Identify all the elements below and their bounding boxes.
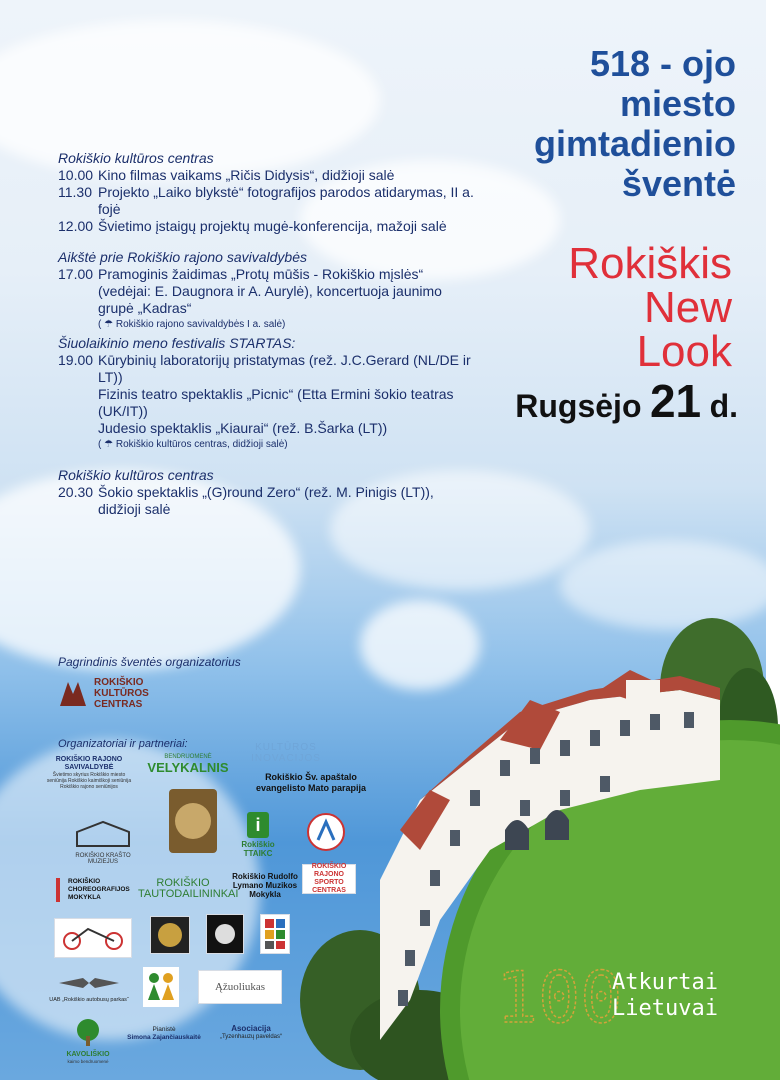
date-day: 21 [649, 375, 702, 427]
logo-title: ROKIŠKIO KRAŠTO MUZIEJUS [75, 853, 131, 865]
velykalnis-logo [140, 754, 236, 775]
kavoliskio-logo [56, 1018, 120, 1064]
tree-logo-icon [71, 1018, 105, 1046]
grid-logo [260, 914, 290, 954]
slogan-line: New [643, 283, 732, 332]
anniversary-line: Atkurtai [612, 970, 718, 995]
info-icon: i [247, 812, 269, 838]
schedule-item [58, 266, 478, 317]
date-suffix: d. [709, 388, 738, 424]
kiemelis-logo [54, 918, 132, 958]
credit-label: Pianistė [152, 1026, 176, 1033]
sporto-logo: ROKIŠKIO RAJONO SPORTO CENTRAS [302, 864, 356, 894]
note-text: Rokiškio kultūros centras, didžioji salė) [115, 439, 288, 450]
main-organizer-name: ROKIŠKIO KULTŪROS CENTRAS [94, 676, 149, 710]
badge-icon [156, 921, 184, 949]
asociacija-credit [206, 1024, 296, 1042]
autobusu-logo [44, 974, 134, 1003]
ttaikc-logo [230, 812, 286, 858]
event-text: Šokio spektaklis „(G)round Zero“ (rež. M. Pinigis (LT)), didžioji salė [98, 484, 434, 517]
title-line: gimtadienio [533, 123, 736, 164]
pianiste-credit [124, 1026, 204, 1042]
logo-title: VELYKALNIS [147, 760, 229, 775]
anniversary-line: Lietuvai [612, 996, 718, 1021]
logo-title: UAB „Rokiškio autobusų parkas“ [49, 997, 129, 1003]
schedule-item [58, 167, 478, 184]
logo-subtitle: kaimo bendruomenė [67, 1059, 109, 1064]
slogan-line: Rokiškis [568, 239, 732, 288]
circle-logo [306, 812, 346, 852]
badge-logo [150, 916, 190, 954]
venue-heading: Rokiškio kultūros centras [58, 467, 214, 483]
date-month: Rugsėjo [515, 388, 642, 424]
azuoliukas-logo [198, 970, 282, 1004]
event-time: 20.30 [58, 484, 94, 500]
savivaldybe-logo [44, 756, 134, 790]
anniversary-number: 100 [496, 957, 623, 1039]
kulturos-centras-icon [56, 676, 90, 710]
schedule-note: ( ☂ Rokiškio rajono savivaldybės I a. salė) [98, 319, 286, 330]
main-organizer-heading: Pagrindinis šventės organizatorius [58, 655, 241, 669]
theater-logo [206, 914, 244, 954]
anniversary-100-mark [496, 957, 623, 1039]
people-logo [142, 966, 180, 1008]
title-line: 518 - ojo [589, 43, 736, 84]
choreografijos-logo: ROKIŠKIO CHOREOGRAFIJOS MOKYKLA [56, 878, 148, 902]
schedule-item [58, 184, 478, 218]
event-date [515, 374, 738, 428]
wings-icon [57, 974, 121, 992]
event-text: Kino filmas vaikams „Ričis Didysis“, didžioji salė [98, 167, 395, 183]
event-time: 12.00 [58, 218, 94, 234]
logo-subtitle: Švietimo skyrius Rokiškio miesto seniūnija Rokiškio kaimiškoji seniūnija Rokiškio rajono seniūnijos [46, 772, 132, 790]
schedule-item [58, 218, 478, 235]
event-text: Fizinis teatro spektaklis „Picnic“ (Etta Ermini šokio teatras (UK/IT)) [98, 386, 454, 419]
event-time: 19.00 [58, 352, 94, 368]
schedule [58, 150, 478, 518]
museum-icon [73, 820, 133, 848]
credit-label: Asociacija [231, 1024, 271, 1033]
credit-name: Simona Zajančiauskaitė [127, 1034, 201, 1041]
bike-icon [58, 923, 128, 953]
venue-heading: Rokiškio kultūros centras [58, 150, 214, 166]
schedule-note: ( ☂ Rokiškio kultūros centras, didžioji salė) [98, 439, 288, 450]
logo-title: ROKIŠKIO TAUTODAILININKAI [138, 877, 239, 900]
credit-name: „Tyzenhauzų paveldas“ [219, 1034, 283, 1040]
grid-icon [264, 918, 286, 950]
event-text: Kūrybinių laboratorijų pristatymas (rež. J.C.Gerard (NL/DE ir LT)) [98, 352, 471, 385]
logo-title: ROKIŠKIO RAJONO SAVIVALDYBĖ [55, 756, 123, 771]
parapija-text: Rokiškio Šv. apaštalo evangelisto Mato parapija [255, 772, 367, 793]
umbrella-icon: ☂ [104, 319, 114, 330]
logo-title: Rokiškio TTAIKC [241, 840, 275, 858]
umbrella-icon: ☂ [104, 439, 114, 450]
event-time: 11.30 [58, 184, 92, 200]
main-organizer-logo [56, 676, 164, 710]
title-line: miesto [619, 83, 736, 124]
event-text: Švietimo įstaigų projektų mugė-konferencija, mažoji salė [98, 218, 447, 234]
event-text: Judesio spektaklis „Kiaurai“ (rež. B.Šarka (LT)) [98, 420, 388, 436]
event-text: Projekto „Laiko blykstė“ fotografijos parodos atidarymas, II a. fojė [98, 184, 474, 217]
tautodailininkai-logo [138, 877, 239, 900]
venue-heading: Šiuolaikinio meno festivalis STARTAS: [58, 335, 296, 351]
logo-title: KAVOLIŠKIO [66, 1051, 110, 1058]
kulturos-inovacijos-logo: KULTŪROS INOVACIJOS [251, 742, 321, 764]
muziejus-logo [62, 820, 144, 865]
event-text: Pramoginis žaidimas „Protų mūšis - Rokiškio mįslės“ (vedėjai: E. Daugnora ir A. Aurylė), koncertuoja jaunimo grupė „Kadras“ [98, 266, 442, 316]
muzikos-logo: Rokiškio Rudolfo Lymano Muzikos Mokykla [232, 872, 298, 899]
slogan-line: Look [636, 327, 732, 376]
event-title [534, 44, 736, 204]
title-line: šventė [621, 163, 736, 204]
venue-heading: Aikštė prie Rokiškio rajono savivaldybės [58, 249, 307, 265]
note-text: Rokiškio rajono savivaldybės I a. salė) [115, 319, 286, 330]
masks-icon [211, 920, 239, 948]
partners-heading: Organizatoriai ir partneriai: [58, 738, 188, 750]
schedule-item [58, 352, 478, 437]
logo-subtitle: BENDRUOMENĖ [164, 754, 212, 760]
slogan [568, 239, 732, 376]
anniversary-text [612, 970, 718, 1022]
logo-title: Ąžuoliukas [214, 981, 266, 993]
schedule-item [58, 484, 478, 518]
medal-logo [168, 788, 218, 854]
event-time: 17.00 [58, 266, 94, 282]
event-time: 10.00 [58, 167, 94, 183]
